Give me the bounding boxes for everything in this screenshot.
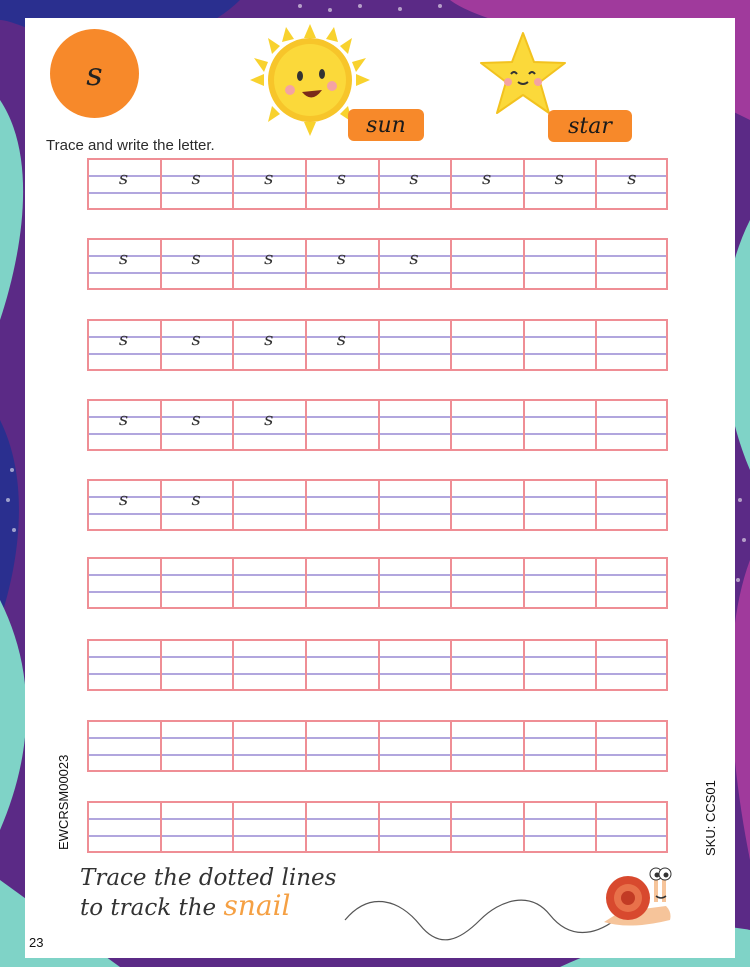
cell-divider bbox=[523, 557, 525, 609]
trace-glyph: s bbox=[409, 168, 419, 189]
sun-label: sun bbox=[348, 109, 424, 141]
cell-divider bbox=[450, 639, 452, 691]
cell-divider bbox=[87, 557, 89, 609]
cell-divider bbox=[378, 720, 380, 772]
cell-divider bbox=[523, 479, 525, 531]
cell-divider bbox=[160, 720, 162, 772]
trace-glyph: s bbox=[118, 489, 129, 510]
practice-row[interactable] bbox=[87, 158, 668, 210]
trace-glyph: s bbox=[118, 168, 129, 189]
star-label: star bbox=[548, 110, 632, 142]
trace-glyph: s bbox=[627, 168, 637, 189]
letter-badge-text: s bbox=[86, 54, 103, 93]
cell-divider bbox=[87, 801, 89, 853]
trace-glyph: s bbox=[336, 248, 346, 269]
cell-divider bbox=[666, 319, 668, 371]
cell-divider bbox=[523, 801, 525, 853]
cell-divider bbox=[232, 639, 234, 691]
footer-instruction bbox=[80, 864, 336, 922]
trace-glyph: s bbox=[191, 409, 201, 430]
cell-divider bbox=[523, 319, 525, 371]
footer-highlight-word: snail bbox=[223, 889, 291, 922]
trace-glyph: s bbox=[336, 329, 346, 350]
cell-divider bbox=[160, 639, 162, 691]
cell-divider bbox=[595, 238, 597, 290]
cell-divider bbox=[232, 557, 234, 609]
cell-divider bbox=[595, 639, 597, 691]
practice-row[interactable] bbox=[87, 801, 668, 853]
cell-divider bbox=[595, 720, 597, 772]
cell-divider bbox=[232, 801, 234, 853]
cell-divider bbox=[450, 801, 452, 853]
footer-line-2-prefix: to track the bbox=[80, 895, 224, 921]
footer-line-2 bbox=[80, 889, 336, 922]
cell-divider bbox=[666, 801, 668, 853]
practice-row[interactable] bbox=[87, 557, 668, 609]
sku-code: SKU: CCS01 bbox=[703, 780, 718, 856]
practice-row[interactable] bbox=[87, 720, 668, 772]
cell-divider bbox=[305, 801, 307, 853]
trace-glyph: s bbox=[191, 329, 201, 350]
cell-divider bbox=[595, 399, 597, 451]
cell-divider bbox=[378, 479, 380, 531]
cell-divider bbox=[378, 801, 380, 853]
cell-divider bbox=[450, 720, 452, 772]
trace-glyph: s bbox=[336, 168, 346, 189]
trace-glyph: s bbox=[118, 409, 129, 430]
cell-divider bbox=[595, 557, 597, 609]
cell-divider bbox=[666, 720, 668, 772]
cell-divider bbox=[450, 479, 452, 531]
cell-divider bbox=[523, 639, 525, 691]
cell-divider bbox=[666, 557, 668, 609]
cell-divider bbox=[305, 557, 307, 609]
cell-divider bbox=[595, 319, 597, 371]
practice-row[interactable] bbox=[87, 238, 668, 290]
cell-divider bbox=[523, 238, 525, 290]
trace-glyph: s bbox=[191, 489, 201, 510]
practice-row[interactable] bbox=[87, 639, 668, 691]
product-code-left: EWCRSM00023 bbox=[56, 754, 71, 850]
practice-row[interactable] bbox=[87, 319, 668, 371]
trace-glyph: s bbox=[118, 329, 129, 350]
cell-divider bbox=[87, 720, 89, 772]
cell-divider bbox=[305, 479, 307, 531]
cell-divider bbox=[378, 639, 380, 691]
cell-divider bbox=[666, 399, 668, 451]
cell-divider bbox=[595, 801, 597, 853]
practice-row[interactable] bbox=[87, 479, 668, 531]
trace-glyph: s bbox=[191, 168, 201, 189]
cell-divider bbox=[450, 319, 452, 371]
practice-row[interactable] bbox=[87, 399, 668, 451]
trace-glyph: s bbox=[264, 168, 274, 189]
cell-divider bbox=[87, 639, 89, 691]
cell-divider bbox=[378, 557, 380, 609]
cell-divider bbox=[666, 639, 668, 691]
trace-glyph: s bbox=[264, 409, 274, 430]
cell-divider bbox=[305, 720, 307, 772]
cell-divider bbox=[666, 238, 668, 290]
trace-glyph: s bbox=[554, 168, 564, 189]
trace-glyph: s bbox=[264, 329, 274, 350]
trace-glyph: s bbox=[264, 248, 274, 269]
cell-divider bbox=[305, 639, 307, 691]
trace-glyph: s bbox=[118, 248, 129, 269]
cell-divider bbox=[232, 720, 234, 772]
cell-divider bbox=[160, 801, 162, 853]
instruction-text: Trace and write the letter. bbox=[46, 137, 215, 154]
star-icon bbox=[478, 30, 568, 120]
page-number: 23 bbox=[29, 935, 44, 950]
footer-line-1: Trace the dotted lines bbox=[80, 865, 337, 891]
cell-divider bbox=[378, 399, 380, 451]
letter-badge bbox=[50, 29, 139, 118]
snail-icon bbox=[600, 862, 675, 930]
cell-divider bbox=[666, 479, 668, 531]
cell-divider bbox=[450, 557, 452, 609]
cell-divider bbox=[160, 557, 162, 609]
cell-divider bbox=[595, 479, 597, 531]
cell-divider bbox=[523, 399, 525, 451]
tracing-path[interactable] bbox=[340, 880, 620, 950]
trace-glyph: s bbox=[191, 248, 201, 269]
cell-divider bbox=[523, 720, 525, 772]
trace-glyph: s bbox=[482, 168, 492, 189]
cell-divider bbox=[450, 399, 452, 451]
trace-glyph: s bbox=[409, 248, 419, 269]
